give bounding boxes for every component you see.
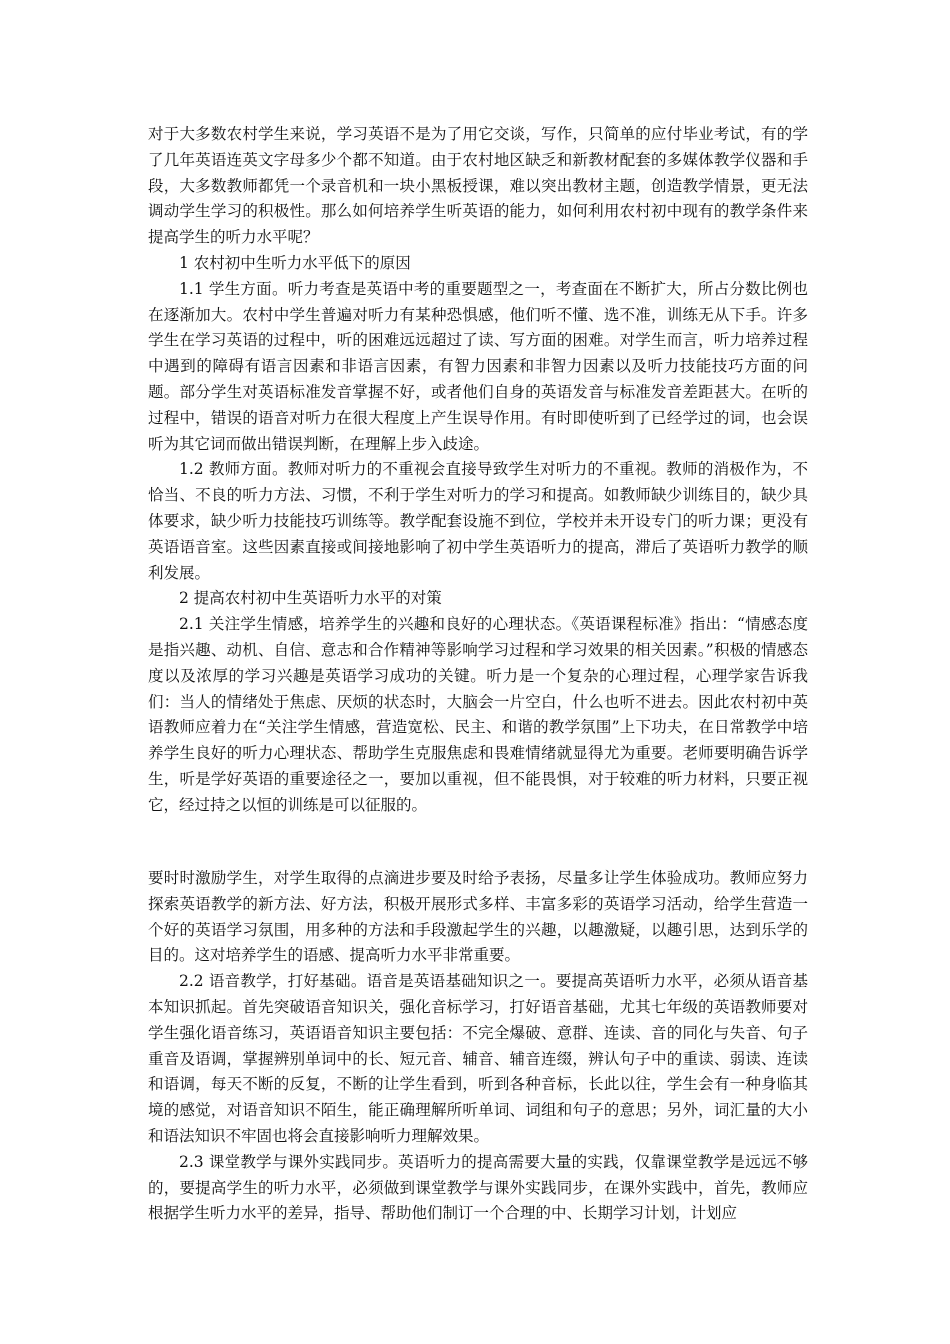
text-block-lower: [148, 866, 808, 1227]
paragraph-2-1-continued: 要时时激励学生，对学生取得的点滴进步要及时给予表扬，尽量多让学生体验成功。教师应努力探索英语教学的新方法、好方法，积极开展形式多样、丰富多彩的英语学习活动，给学生营造一个好的英语学习氛围，用多种的方法和手段激起学生的兴趣，以趣激疑，以趣引思，达到乐学的目的。这对培养学生的语感、提高听力水平非常重要。: [148, 869, 808, 965]
heading-section-2: 2 提高农村初中生英语听力水平的对策: [179, 589, 442, 608]
paragraph-1-1: 1.1 学生方面。听力考查是英语中考的重要题型之一，考查面在不断扩大，所占分数比例也在逐渐加大。农村中学生普遍对听力有某种恐惧感，他们听不懂、选不准，训练无从下手。许多学生在学习英语的过程中，听的困难远远超过了读、写方面的困难。对学生而言，听力培养过程中遇到的障碍有语言因素和非语言因素，有智力因素和非智力因素以及听力技能技巧方面的问题。部分学生对英语标准发音掌握不好，或者他们自身的英语发音与标准发音差距甚大。在听的过程中，错误的语音对听力在很大程度上产生误导作用。有时即使听到了已经学过的词，也会误听为其它词而做出错误判断，在理解上步入歧途。: [148, 279, 808, 453]
paragraph-2-3: 2.3 课堂教学与课外实践同步。英语听力的提高需要大量的实践，仅靠课堂教学是远远不够的，要提高学生的听力水平，必须做到课堂教学与课外实践同步，在课外实践中，首先，教师应根据学生听力水平的差异，指导、帮助他们制订一个合理的中、长期学习计划，计划应: [148, 1152, 808, 1223]
paragraph-2-2: 2.2 语音教学，打好基础。语音是英语基础知识之一。要提高英语听力水平，必须从语音基本知识抓起。首先突破语音知识关，强化音标学习，打好语音基础，尤其七年级的英语教师要对学生强化语音练习，英语语音知识主要包括：不完全爆破、意群、连读、音的同化与失音、句子重音及语调，掌握辨别单词中的长、短元音、辅音、辅音连缀，辨认句子中的重读、弱读、连读和语调，每天不断的反复，不断的让学生看到，听到各种音标，长此以往，学生会有一种身临其境的感觉，对语音知识不陌生，能正确理解所听单词、词组和句子的意思；另外，词汇量的大小和语法知识不牢固也将会直接影响听力理解效果。: [148, 972, 808, 1145]
heading-section-1: 1 农村初中生听力水平低下的原因: [179, 253, 411, 272]
paragraph-2-1: 2.1 关注学生情感，培养学生的兴趣和良好的心理状态。《英语课程标准》指出：“情感态度是指兴趣、动机、自信、意志和合作精神等影响学习过程和学习效果的相关因素。”积极的情感态度以及浓厚的学习兴趣是英语学习成功的关键。听力是一个复杂的心理过程，心理学家告诉我们：当人的情绪处于焦虑、厌烦的状态时，大脑会一片空白，什么也听不进去。因此农村初中英语教师应着力在“关注学生情感，营造宽松、民主、和谐的教学氛围”上下功夫，在日常教学中培养学生良好的听力心理状态、帮助学生克服焦虑和畏难情绪就显得尤为重要。老师要明确告诉学生，听是学好英语的重要途径之一，要加以重视，但不能畏惧，对于较难的听力材料，只要正视它，经过持之以恒的训练是可以征服的。: [148, 615, 808, 814]
paragraph-intro: 对于大多数农村学生来说，学习英语不是为了用它交谈，写作，只简单的应付毕业考试，有的学了几年英语连英文字母多少个都不知道。由于农村地区缺乏和新教材配套的多媒体教学仪器和手段，大多数教师都凭一个录音机和一块小黑板授课，难以突出教材主题，创造教学情景，更无法调动学生学习的积极性。那么如何培养学生听英语的能力，如何利用农村初中现有的教学条件来提高学生的听力水平呢？: [148, 125, 808, 247]
paragraph-1-2: 1.2 教师方面。教师对听力的不重视会直接导致学生对听力的不重视。教师的消极作为，不恰当、不良的听力方法、习惯，不利于学生对听力的学习和提高。如教师缺少训练目的，缺少具体要求，缺少听力技能技巧训练等。教学配套设施不到位，学校并未开设专门的听力课；更没有英语语音室。这些因素直接或间接地影响了初中学生英语听力的提高，滞后了英语听力教学的顺利发展。: [148, 460, 808, 582]
text-block-upper: [148, 122, 808, 819]
